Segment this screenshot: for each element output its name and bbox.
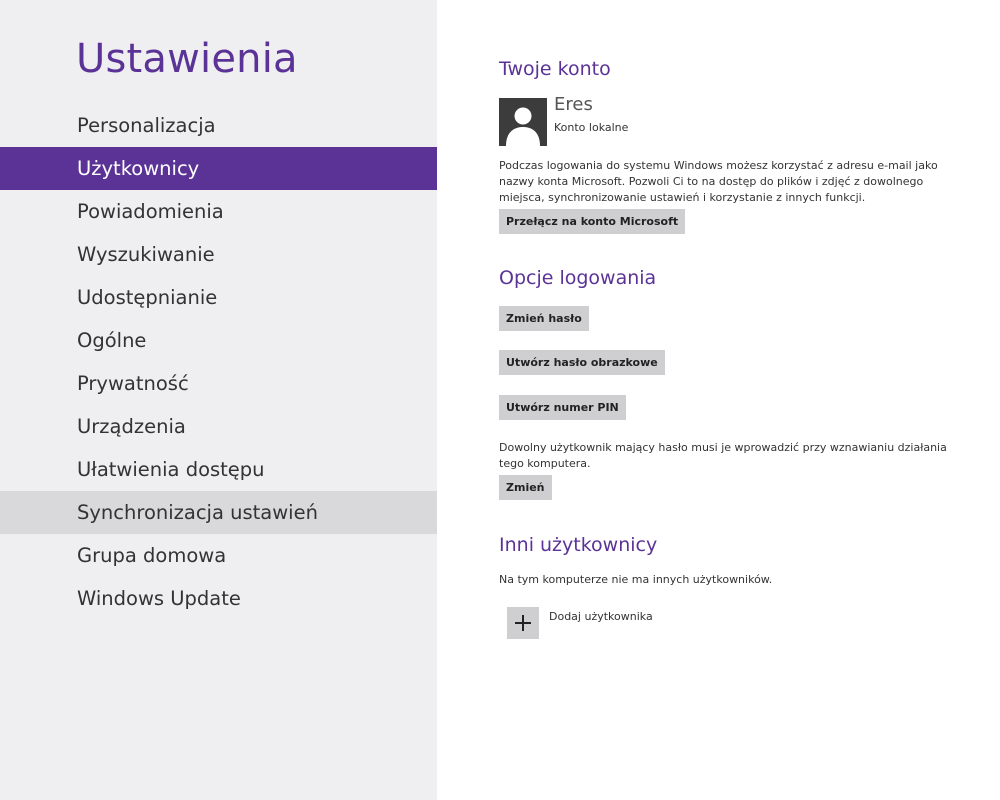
nav-item-synchronizacja-ustawien[interactable]: Synchronizacja ustawień — [0, 491, 437, 534]
nav-item-grupa-domowa[interactable]: Grupa domowa — [77, 544, 227, 567]
add-user-label[interactable]: Dodaj użytkownika — [549, 610, 653, 623]
nav-item-powiadomienia[interactable]: Powiadomienia — [77, 200, 224, 223]
switch-to-microsoft-account-button[interactable]: Przełącz na konto Microsoft — [499, 209, 685, 234]
nav-item-wyszukiwanie[interactable]: Wyszukiwanie — [77, 243, 215, 266]
nav-item-ogolne[interactable]: Ogólne — [77, 329, 147, 352]
other-users-section-title: Inni użytkownicy — [499, 534, 658, 556]
signin-options-section-title: Opcje logowania — [499, 267, 657, 289]
change-password-button[interactable]: Zmień hasło — [499, 306, 589, 331]
user-account-type: Konto lokalne — [554, 121, 629, 134]
account-description: Podczas logowania do systemu Windows możesz korzystać z adresu e-mail jako nazwy konta Microsoft. Pozwoli Ci to na dostęp do plików i zdjęć z dowolnego miejsca, synchronizowanie ustawień i korzystanie z innych funkcji. — [499, 159, 938, 204]
app-title: Ustawienia — [76, 36, 298, 82]
other-users-description: Na tym komputerze nie ma innych użytkowników. — [499, 573, 773, 586]
change-wake-setting-button[interactable]: Zmień — [499, 475, 552, 500]
nav-item-urzadzenia[interactable]: Urządzenia — [77, 415, 186, 438]
nav-item-windows-update[interactable]: Windows Update — [77, 587, 241, 610]
plus-icon — [507, 607, 539, 639]
create-picture-password-button[interactable]: Utwórz hasło obrazkowe — [499, 350, 665, 375]
wake-password-description: Dowolny użytkownik mający hasło musi je wprowadzić przy wznawianiu działania tego komputera. — [499, 441, 947, 470]
nav-item-udostepnianie[interactable]: Udostępnianie — [77, 286, 218, 309]
add-user-button[interactable] — [507, 607, 539, 639]
user-silhouette-icon — [499, 98, 547, 146]
create-pin-button[interactable]: Utwórz numer PIN — [499, 395, 626, 420]
user-name: Eres — [554, 94, 593, 115]
nav-item-personalizacja[interactable]: Personalizacja — [77, 114, 216, 137]
nav-item-prywatnosc[interactable]: Prywatność — [77, 372, 189, 395]
nav-item-uzytkownicy[interactable]: Użytkownicy — [0, 147, 437, 190]
account-section-title: Twoje konto — [499, 58, 611, 80]
settings-nav — [0, 104, 437, 620]
nav-item-ulatwienia-dostepu[interactable]: Ułatwienia dostępu — [77, 458, 265, 481]
settings-sidebar — [0, 0, 437, 800]
